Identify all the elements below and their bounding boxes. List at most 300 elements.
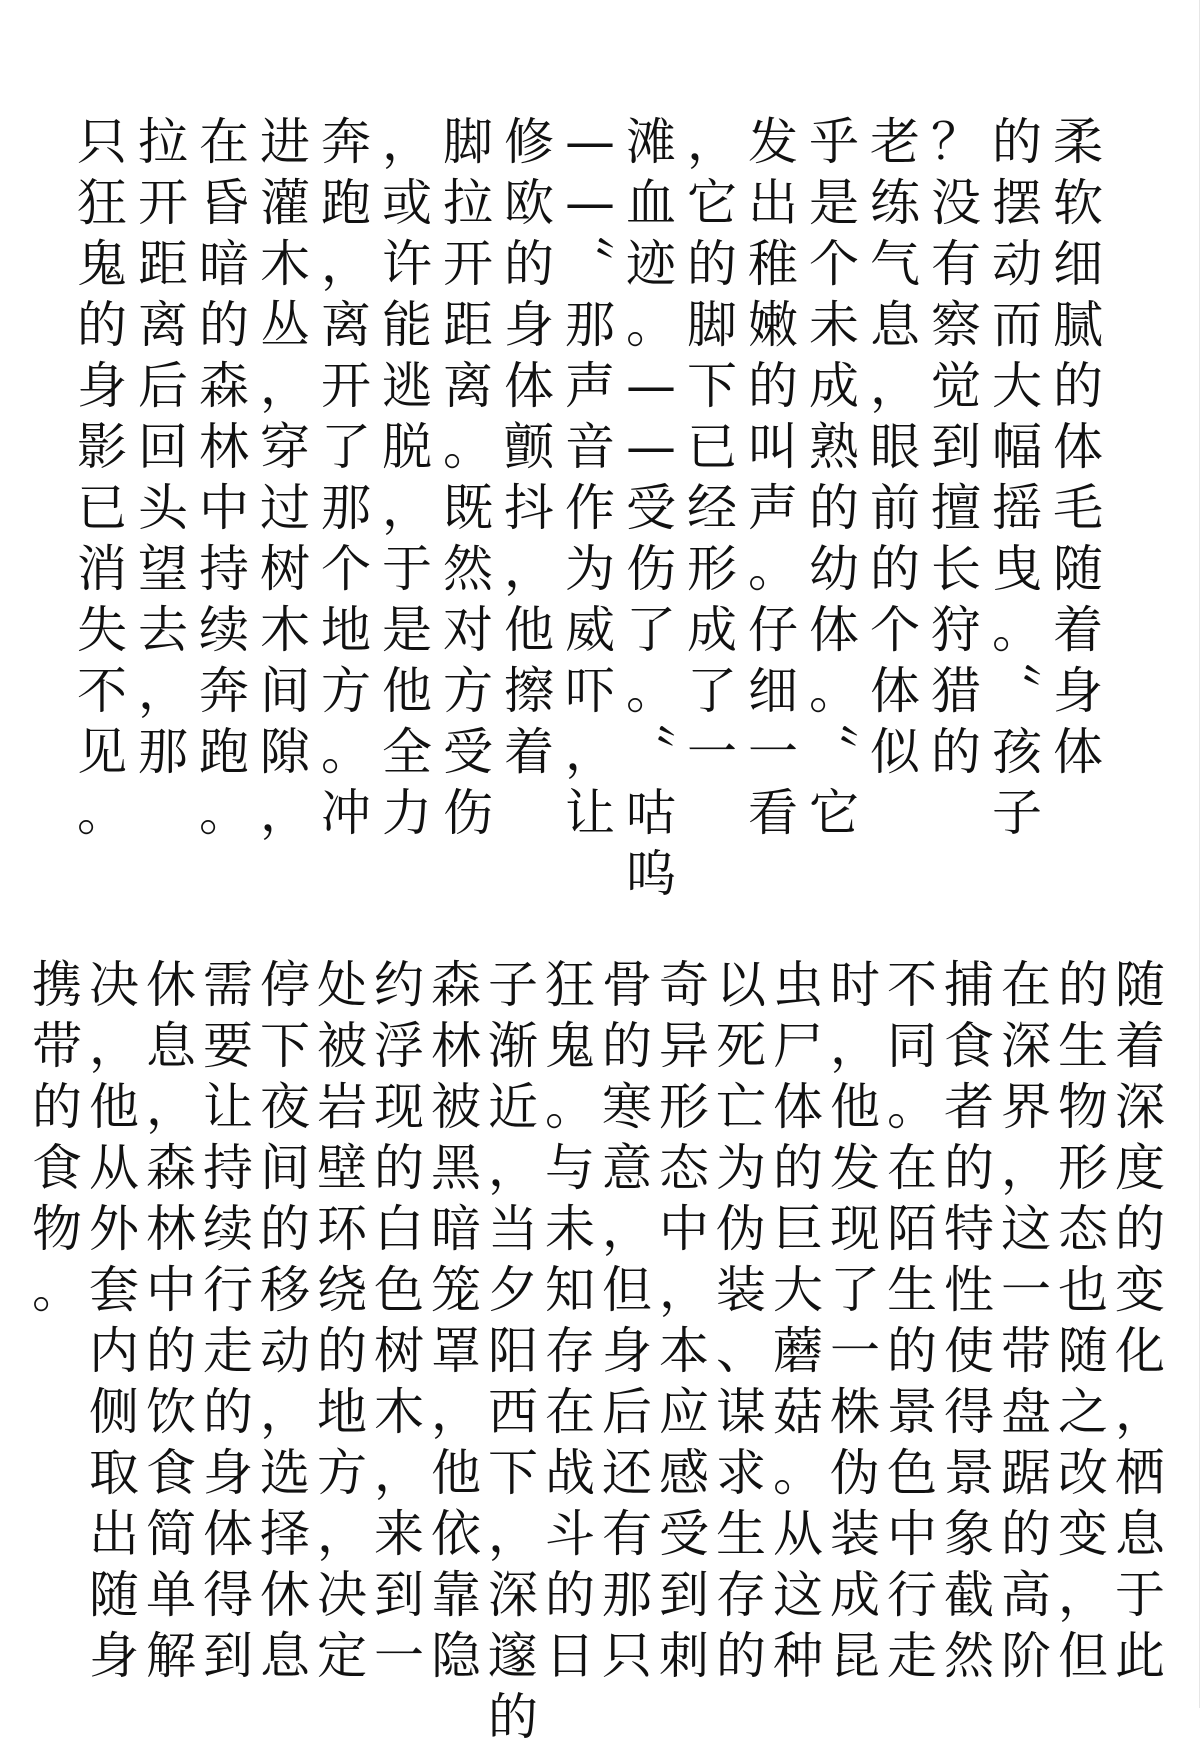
glyph: 那 <box>138 723 188 781</box>
glyph: 成 <box>830 1566 880 1624</box>
glyph: 森 <box>431 956 481 1014</box>
glyph: 作 <box>565 479 615 537</box>
text-column <box>621 112 681 905</box>
glyph: 从 <box>89 1139 139 1197</box>
glyph: 浮 <box>374 1017 424 1075</box>
glyph: 灌 <box>260 174 310 232</box>
glyph: 过 <box>260 479 310 537</box>
glyph: 的 <box>146 1322 196 1380</box>
glyph: 了 <box>626 601 676 659</box>
glyph: 呜 <box>626 845 676 903</box>
glyph: ， <box>317 1505 367 1563</box>
glyph: 生 <box>887 1261 937 1319</box>
glyph: 休 <box>146 956 196 1014</box>
glyph: 毛 <box>1053 479 1103 537</box>
glyph: 脚 <box>687 296 737 354</box>
glyph: 简 <box>146 1505 196 1563</box>
glyph: 动 <box>260 1322 310 1380</box>
glyph: 幅 <box>992 418 1042 476</box>
glyph: 出 <box>748 174 798 232</box>
glyph: 方 <box>321 662 371 720</box>
top-text-block <box>0 112 1200 903</box>
glyph: 〝 <box>626 723 676 781</box>
text-column <box>84 955 144 1687</box>
glyph: 持 <box>203 1139 253 1197</box>
glyph: 摆 <box>992 174 1042 232</box>
glyph: 看 <box>748 784 798 842</box>
glyph: 。 <box>77 784 127 842</box>
glyph: 与 <box>545 1139 595 1197</box>
glyph: ， <box>146 1078 196 1136</box>
glyph: 是 <box>382 601 432 659</box>
glyph: 昆 <box>830 1627 880 1685</box>
glyph: 此 <box>1115 1627 1165 1685</box>
glyph: 察 <box>931 296 981 354</box>
glyph: 方 <box>317 1444 367 1502</box>
text-column <box>768 955 828 1687</box>
glyph: 随 <box>1053 540 1103 598</box>
glyph: 那 <box>565 296 615 354</box>
glyph: 中 <box>199 479 249 537</box>
glyph: 伪 <box>830 1444 880 1502</box>
glyph: 踞 <box>1001 1444 1051 1502</box>
glyph: 现 <box>830 1200 880 1258</box>
glyph: ， <box>488 1505 538 1563</box>
glyph: 修 <box>504 113 554 171</box>
glyph: 林 <box>146 1200 196 1258</box>
glyph: 在 <box>887 1139 937 1197</box>
glyph: 它 <box>809 784 859 842</box>
text-column <box>825 955 885 1687</box>
glyph: 曳 <box>992 540 1042 598</box>
glyph: 大 <box>773 1261 823 1319</box>
glyph: 意 <box>602 1139 652 1197</box>
glyph: 了 <box>687 662 737 720</box>
glyph: 深 <box>1115 1078 1165 1136</box>
glyph: 大 <box>992 357 1042 415</box>
glyph: 在 <box>199 113 249 171</box>
glyph: 走 <box>203 1322 253 1380</box>
glyph: — <box>626 357 676 415</box>
glyph: 了 <box>321 418 371 476</box>
glyph: 开 <box>138 174 188 232</box>
glyph: 他 <box>830 1078 880 1136</box>
glyph: 森 <box>199 357 249 415</box>
glyph: 跑 <box>199 723 249 781</box>
glyph: 。 <box>545 1078 595 1136</box>
glyph: 得 <box>944 1383 994 1441</box>
glyph: 。 <box>626 662 676 720</box>
text-column <box>654 955 714 1687</box>
glyph: 伪 <box>716 1200 766 1258</box>
glyph: 的 <box>545 1566 595 1624</box>
glyph: ， <box>138 662 188 720</box>
glyph: 受 <box>659 1505 709 1563</box>
glyph: 象 <box>944 1505 994 1563</box>
glyph: 受 <box>626 479 676 537</box>
glyph: 跑 <box>321 174 371 232</box>
glyph: 装 <box>716 1261 766 1319</box>
glyph: 的 <box>1058 956 1108 1014</box>
glyph: 的 <box>1115 1200 1165 1258</box>
glyph: 但 <box>1058 1627 1108 1685</box>
glyph: 许 <box>382 235 432 293</box>
glyph: 力 <box>382 784 432 842</box>
glyph: 吓 <box>565 662 615 720</box>
glyph: 动 <box>992 235 1042 293</box>
glyph: 依 <box>431 1505 481 1563</box>
glyph: 的 <box>931 723 981 781</box>
glyph: 饮 <box>146 1383 196 1441</box>
glyph: 子 <box>488 956 538 1014</box>
glyph: 异 <box>659 1017 709 1075</box>
glyph: 气 <box>870 235 920 293</box>
glyph: 带 <box>1001 1322 1051 1380</box>
glyph: 一 <box>830 1322 880 1380</box>
glyph: 的 <box>992 113 1042 171</box>
glyph: 阳 <box>488 1322 538 1380</box>
glyph: 一 <box>687 723 737 781</box>
glyph: 的 <box>716 1627 766 1685</box>
glyph: 到 <box>374 1566 424 1624</box>
glyph: 的 <box>809 479 859 537</box>
glyph: 深 <box>488 1566 538 1624</box>
glyph: 岩 <box>317 1078 367 1136</box>
glyph: 的 <box>773 1139 823 1197</box>
glyph: 界 <box>1001 1078 1051 1136</box>
glyph: 息 <box>260 1627 310 1685</box>
glyph: 中 <box>659 1200 709 1258</box>
glyph: 幼 <box>809 540 859 598</box>
glyph: 罩 <box>431 1322 481 1380</box>
glyph: 。 <box>626 296 676 354</box>
glyph: 壁 <box>317 1139 367 1197</box>
glyph: 被 <box>431 1078 481 1136</box>
text-column <box>27 955 87 1321</box>
glyph: 形 <box>687 540 737 598</box>
text-column <box>560 112 620 844</box>
glyph: 亡 <box>716 1078 766 1136</box>
text-column <box>597 955 657 1687</box>
glyph: 。 <box>321 723 371 781</box>
text-column <box>255 955 315 1687</box>
glyph: 稚 <box>748 235 798 293</box>
glyph: — <box>565 113 615 171</box>
glyph: 子 <box>992 784 1042 842</box>
glyph: 邃 <box>488 1627 538 1685</box>
glyph: ， <box>1115 1383 1165 1441</box>
glyph: 身 <box>1053 662 1103 720</box>
glyph: 影 <box>77 418 127 476</box>
glyph: 。 <box>773 1444 823 1502</box>
glyph: 隐 <box>431 1627 481 1685</box>
glyph: 只 <box>77 113 127 171</box>
glyph: 头 <box>138 479 188 537</box>
glyph: 后 <box>602 1383 652 1441</box>
glyph: 装 <box>830 1505 880 1563</box>
glyph: 有 <box>931 235 981 293</box>
glyph: 的 <box>32 1078 82 1136</box>
glyph: 在 <box>1001 956 1051 1014</box>
glyph: 〝 <box>565 235 615 293</box>
glyph: 定 <box>317 1627 367 1685</box>
text-column <box>483 955 543 1748</box>
glyph: 停 <box>260 956 310 1014</box>
glyph: 后 <box>138 357 188 415</box>
glyph: 的 <box>1053 357 1103 415</box>
glyph: 到 <box>203 1627 253 1685</box>
glyph: 的 <box>77 296 127 354</box>
glyph: 。 <box>992 601 1042 659</box>
glyph: 身 <box>203 1444 253 1502</box>
glyph: 体 <box>1053 418 1103 476</box>
text-column <box>198 955 258 1687</box>
glyph: 间 <box>260 1139 310 1197</box>
glyph: 眼 <box>870 418 920 476</box>
glyph: 乎 <box>809 113 859 171</box>
glyph: 死 <box>716 1017 766 1075</box>
glyph: 摇 <box>992 479 1042 537</box>
text-column <box>438 112 498 844</box>
glyph: 的 <box>199 296 249 354</box>
glyph: 欧 <box>504 174 554 232</box>
text-column <box>141 955 201 1687</box>
text-column <box>865 112 925 783</box>
glyph: 成 <box>809 357 859 415</box>
glyph: 全 <box>382 723 432 781</box>
glyph: 存 <box>545 1322 595 1380</box>
glyph: 消 <box>77 540 127 598</box>
glyph: 狂 <box>545 956 595 1014</box>
glyph: 随 <box>1115 956 1165 1014</box>
glyph: 咕 <box>626 784 676 842</box>
text-column <box>377 112 437 844</box>
glyph: 也 <box>1058 1261 1108 1319</box>
glyph: 树 <box>260 540 310 598</box>
text-column <box>1048 112 1108 783</box>
glyph: 木 <box>374 1383 424 1441</box>
glyph: 食 <box>32 1139 82 1197</box>
glyph: 着 <box>504 723 554 781</box>
glyph: 着 <box>1053 601 1103 659</box>
glyph: 它 <box>687 174 737 232</box>
text-column <box>316 112 376 844</box>
glyph: 蘑 <box>773 1322 823 1380</box>
glyph: 血 <box>626 174 676 232</box>
glyph: 猎 <box>931 662 981 720</box>
glyph: 在 <box>545 1383 595 1441</box>
glyph: 下 <box>488 1444 538 1502</box>
glyph: 擦 <box>504 662 554 720</box>
glyph: 一 <box>748 723 798 781</box>
glyph: 选 <box>260 1444 310 1502</box>
glyph: 外 <box>89 1200 139 1258</box>
glyph: 体 <box>1053 723 1103 781</box>
glyph: 老 <box>870 113 920 171</box>
glyph: — <box>626 418 676 476</box>
glyph: 化 <box>1115 1322 1165 1380</box>
glyph: 但 <box>602 1261 652 1319</box>
glyph: 个 <box>809 235 859 293</box>
glyph: 态 <box>659 1139 709 1197</box>
glyph: 色 <box>887 1444 937 1502</box>
glyph: 对 <box>443 601 493 659</box>
glyph: 着 <box>1115 1017 1165 1075</box>
text-column <box>711 955 771 1687</box>
bottom-text-block <box>0 955 1200 1746</box>
glyph: 需 <box>203 956 253 1014</box>
glyph: 觉 <box>931 357 981 415</box>
glyph: 他 <box>431 1444 481 1502</box>
glyph: 拉 <box>138 113 188 171</box>
glyph: 身 <box>602 1322 652 1380</box>
glyph: 处 <box>317 956 367 1014</box>
glyph: 决 <box>317 1566 367 1624</box>
glyph: 单 <box>146 1566 196 1624</box>
text-column <box>1110 955 1170 1687</box>
glyph: 陌 <box>887 1200 937 1258</box>
text-column <box>882 955 942 1687</box>
glyph: 丛 <box>260 296 310 354</box>
glyph: 感 <box>659 1444 709 1502</box>
glyph: 者 <box>944 1078 994 1136</box>
glyph: 的 <box>687 235 737 293</box>
glyph: 木 <box>260 235 310 293</box>
glyph: 存 <box>716 1566 766 1624</box>
glyph: 体 <box>809 601 859 659</box>
glyph: 去 <box>138 601 188 659</box>
glyph: ， <box>374 1444 424 1502</box>
glyph: 。 <box>32 1261 82 1319</box>
glyph: 息 <box>146 1017 196 1075</box>
glyph: 暗 <box>431 1200 481 1258</box>
glyph: 出 <box>89 1505 139 1563</box>
text-column <box>987 112 1047 844</box>
text-column <box>312 955 372 1687</box>
glyph: 伤 <box>626 540 676 598</box>
glyph: 近 <box>488 1078 538 1136</box>
glyph: 已 <box>687 418 737 476</box>
glyph: 森 <box>146 1139 196 1197</box>
glyph: 高 <box>1001 1566 1051 1624</box>
glyph: 不 <box>77 662 127 720</box>
glyph: 个 <box>321 540 371 598</box>
glyph: 离 <box>443 357 493 415</box>
glyph: 奇 <box>659 956 709 1014</box>
glyph: 望 <box>138 540 188 598</box>
text-column <box>682 112 742 783</box>
glyph: 。 <box>887 1078 937 1136</box>
text-column <box>804 112 864 844</box>
text-column <box>743 112 803 844</box>
glyph: 是 <box>809 174 859 232</box>
text-column <box>540 955 600 1687</box>
glyph: 〝 <box>992 662 1042 720</box>
glyph: 了 <box>830 1261 880 1319</box>
glyph: 改 <box>1058 1444 1108 1502</box>
glyph: 声 <box>748 479 798 537</box>
glyph: 之 <box>1058 1383 1108 1441</box>
glyph: 为 <box>565 540 615 598</box>
glyph: 那 <box>602 1566 652 1624</box>
glyph: 于 <box>1115 1566 1165 1624</box>
glyph: 的 <box>203 1383 253 1441</box>
glyph: 约 <box>374 956 424 1014</box>
glyph: 本 <box>659 1322 709 1380</box>
glyph: 行 <box>203 1261 253 1319</box>
glyph: 而 <box>992 296 1042 354</box>
glyph: 日 <box>545 1627 595 1685</box>
glyph: 冲 <box>321 784 371 842</box>
glyph: 侧 <box>89 1383 139 1441</box>
glyph: 同 <box>887 1017 937 1075</box>
glyph: 穿 <box>260 418 310 476</box>
glyph: 变 <box>1058 1505 1108 1563</box>
glyph: 或 <box>382 174 432 232</box>
glyph: 一 <box>374 1627 424 1685</box>
glyph: 态 <box>1058 1200 1108 1258</box>
glyph: 见 <box>77 723 127 781</box>
glyph: 腻 <box>1053 296 1103 354</box>
glyph: 他 <box>382 662 432 720</box>
glyph: 随 <box>89 1566 139 1624</box>
glyph: 来 <box>374 1505 424 1563</box>
glyph: ， <box>659 1261 709 1319</box>
glyph: 这 <box>1001 1200 1051 1258</box>
glyph: 练 <box>870 174 920 232</box>
glyph: 然 <box>443 540 493 598</box>
glyph: 身 <box>77 357 127 415</box>
glyph: 从 <box>773 1505 823 1563</box>
glyph: 音 <box>565 418 615 476</box>
text-column <box>194 112 254 844</box>
glyph: 身 <box>89 1627 139 1685</box>
glyph: 息 <box>1115 1505 1165 1563</box>
glyph: 。 <box>443 418 493 476</box>
glyph: 离 <box>138 296 188 354</box>
glyph: 黑 <box>431 1139 481 1197</box>
glyph: 只 <box>602 1627 652 1685</box>
glyph: 间 <box>260 662 310 720</box>
glyph: 成 <box>687 601 737 659</box>
glyph: ， <box>260 784 310 842</box>
glyph: 要 <box>203 1017 253 1075</box>
glyph: ， <box>89 1017 139 1075</box>
glyph: 时 <box>830 956 880 1014</box>
glyph: 现 <box>374 1078 424 1136</box>
glyph: 长 <box>931 540 981 598</box>
glyph: ， <box>382 113 432 171</box>
glyph: 柔 <box>1053 113 1103 171</box>
glyph: 解 <box>146 1627 196 1685</box>
glyph: 续 <box>199 601 249 659</box>
glyph: 的 <box>748 357 798 415</box>
glyph: 树 <box>374 1322 424 1380</box>
glyph: 鬼 <box>77 235 127 293</box>
glyph: 颤 <box>504 418 554 476</box>
glyph: 的 <box>260 1200 310 1258</box>
glyph: 伤 <box>443 784 493 842</box>
glyph: 盘 <box>1001 1383 1051 1441</box>
glyph: 逃 <box>382 357 432 415</box>
glyph: 鬼 <box>545 1017 595 1075</box>
glyph: 。 <box>748 540 798 598</box>
glyph: 他 <box>504 601 554 659</box>
glyph: 开 <box>321 357 371 415</box>
glyph: ， <box>565 723 615 781</box>
glyph: 熟 <box>809 418 859 476</box>
glyph: 到 <box>931 418 981 476</box>
